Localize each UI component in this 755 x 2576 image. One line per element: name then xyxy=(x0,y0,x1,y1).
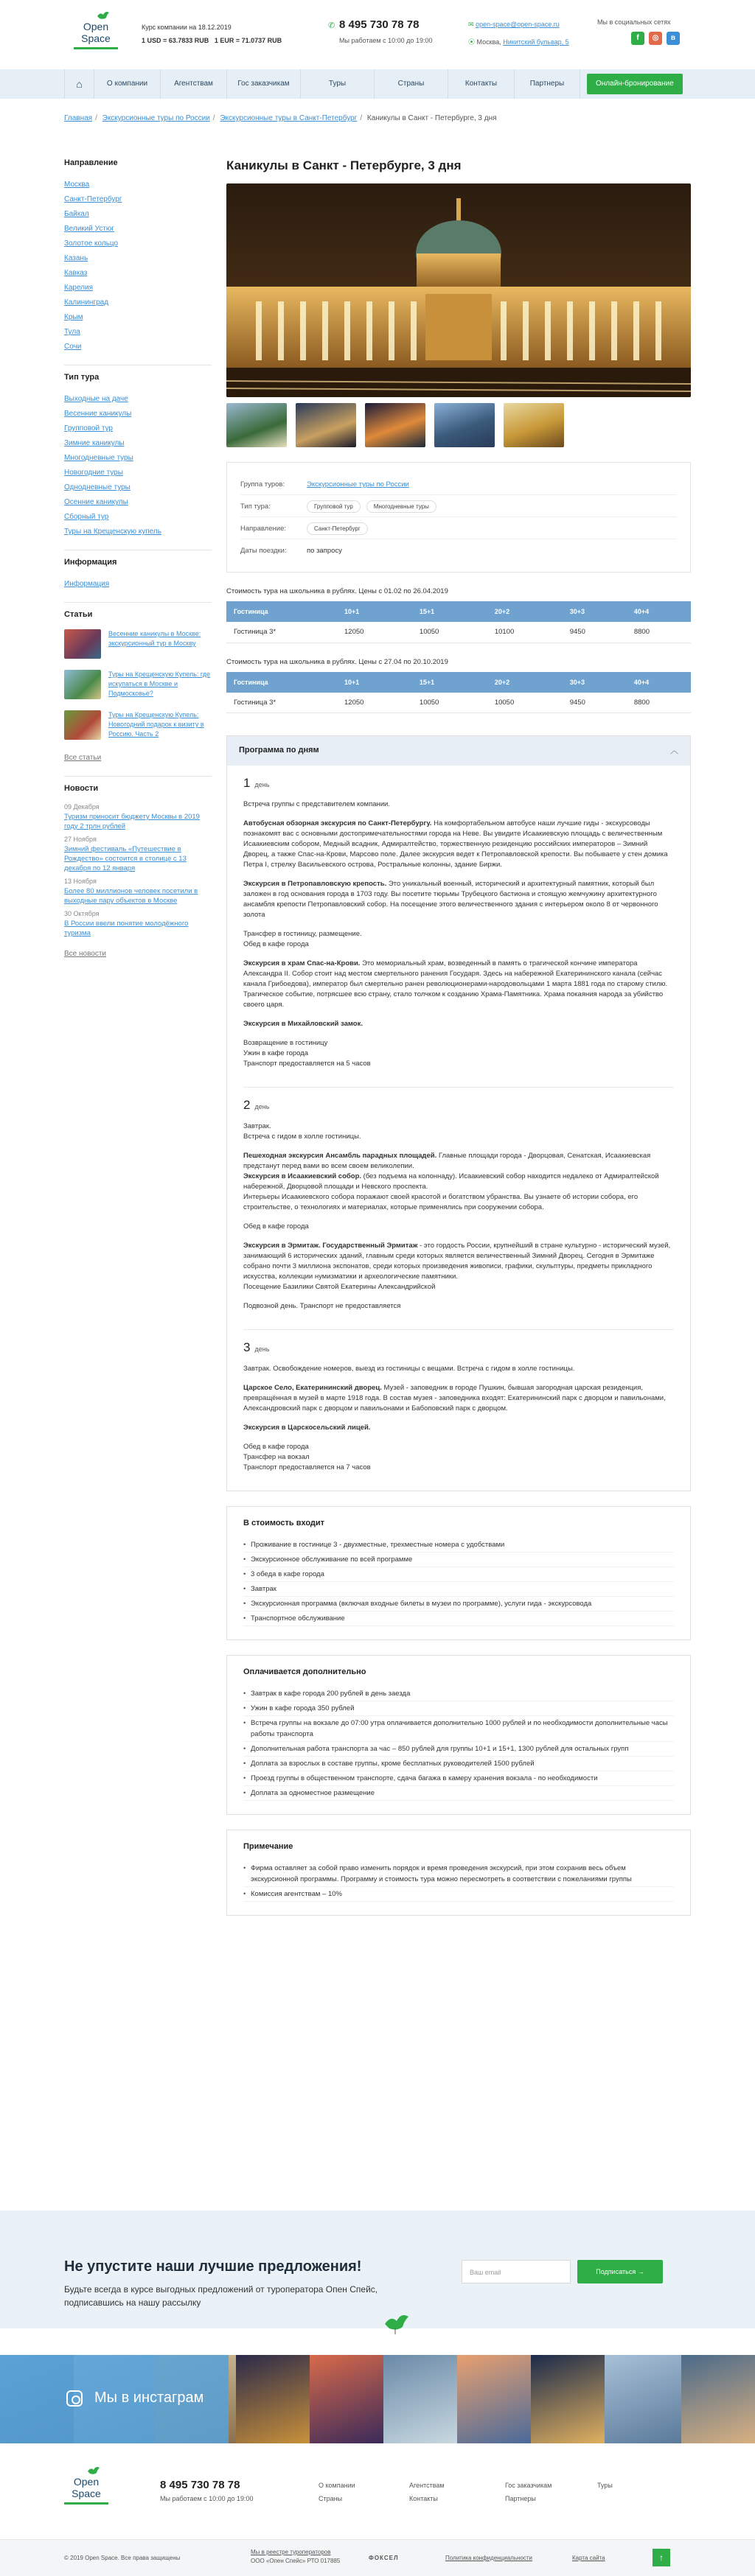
day-paragraph: Экскурсия в Эрмитаж. Государственный Эрмитаж - это гордость России, крупнейший в стране культурно - исторический музей, занимающий 6 исторических зданий, главным среди которых является величественный Зимний Дворец. Сегодня в Эрмитаже собрано почти 3 миллиона экспонатов, среди которых произведения живописи, графики, скульптуры, предметы прикладного искусства, коллекции нумизматики и археологические памятники. Посещение Базилики Святой Екатерины Александрийской xyxy=(243,1242,671,1291)
vk-icon[interactable]: в xyxy=(667,32,680,45)
price-cell: 12050 xyxy=(337,622,412,643)
article-link[interactable]: Весенние каникулы в Москве: экскурсионный тур в Москву xyxy=(108,630,201,647)
price-header: 40+4 xyxy=(627,601,691,622)
price-cell: 8800 xyxy=(627,622,691,643)
sidebar-type-link[interactable]: Осенние каникулы xyxy=(64,498,128,506)
instagram-label-text: Мы в инстаграм xyxy=(94,2390,204,2406)
sidebar-direction-link[interactable]: Крым xyxy=(64,313,83,321)
day-paragraph: Завтрак. Встреча с гидом в холле гостиницы. xyxy=(243,1122,361,1141)
sidebar-type-link[interactable]: Однодневные туры xyxy=(64,483,131,491)
included-item: • Завтрак xyxy=(243,1582,674,1597)
extra-item: • Встреча группы на вокзале до 07:00 утра оплачивается дополнительно 1000 рублей и по необходимости дополнительные часы работы транспорта xyxy=(243,1716,674,1742)
news-date: 27 Ноября xyxy=(64,836,97,843)
included-title: В стоимость входит xyxy=(243,1519,325,1527)
sidebar-news-title: Новости xyxy=(64,784,99,793)
price-header: 15+1 xyxy=(412,672,487,693)
type-chip[interactable]: Групповой тур xyxy=(307,500,361,513)
type-chip[interactable]: Многодневные туры xyxy=(366,500,436,513)
price-table-1-title: Стоимость тура на школьника в рублях. Цены с 01.02 по 26.04.2019 xyxy=(226,587,448,595)
logo-text-2: Space xyxy=(81,32,111,44)
footer-link-countries[interactable]: Страны xyxy=(319,2495,343,2502)
article-item[interactable] xyxy=(64,670,212,707)
sidebar-direction-link[interactable]: Кавказ xyxy=(64,269,88,277)
news-link[interactable]: В России ввели понятие молодёжного туризма xyxy=(64,920,189,937)
nav-partners[interactable]: Партнеры xyxy=(514,69,580,99)
news-link[interactable]: Туризм приносит бюджету Москвы в 2019 году 2 трлн рублей xyxy=(64,813,200,830)
extra-item: • Доплата за взрослых в составе группы, кроме бесплатных руководителей 1500 рублей xyxy=(243,1757,674,1771)
nav-about[interactable]: О компании xyxy=(94,69,160,99)
included-item: • Экскурсионное обслуживание по всей программе xyxy=(243,1553,674,1567)
sidebar-type-link[interactable]: Весенние каникулы xyxy=(64,410,132,418)
bird-logo-icon xyxy=(86,2465,101,2476)
sidebar-direction-link[interactable]: Санкт-Петербург xyxy=(64,195,122,203)
gallery-thumbnail[interactable] xyxy=(434,403,495,447)
hero-image[interactable] xyxy=(226,183,691,397)
dates-label: Даты поездки: xyxy=(240,547,287,555)
article-item[interactable] xyxy=(64,710,212,747)
facebook-icon[interactable]: f xyxy=(631,32,644,45)
table-row xyxy=(226,622,691,643)
instagram-icon xyxy=(66,2390,83,2407)
program-day xyxy=(243,1088,674,1330)
price-header: 10+1 xyxy=(337,601,412,622)
day-paragraph: Экскурсия в Михайловский замок. xyxy=(243,1020,363,1028)
phone-icon: ✆ xyxy=(328,21,335,30)
day-number-value: 3 xyxy=(243,1340,251,1354)
subscribe-text: Будьте всегда в курсе выгодных предложений от туроператора Опен Спейс, подписавшись на нашу рассылку xyxy=(64,2284,378,2308)
online-booking-button[interactable]: Онлайн-бронирование xyxy=(587,74,683,94)
price-cell: 9450 xyxy=(563,622,627,643)
footer-link-about[interactable]: О компании xyxy=(319,2482,355,2489)
sidebar-info-title: Информация xyxy=(64,558,117,567)
article-thumbnail xyxy=(64,710,101,740)
price-table-2-title: Стоимость тура на школьника в рублях. Цены с 27.04 по 20.10.2019 xyxy=(226,657,448,666)
included-box xyxy=(226,1506,691,1640)
news-item[interactable] xyxy=(64,836,212,873)
instagram-photo[interactable] xyxy=(310,2355,383,2443)
developer-logo[interactable]: ФОКСЕЛ xyxy=(369,2555,399,2561)
all-news-link[interactable]: Все новости xyxy=(64,950,107,958)
price-cell: Гостиница 3* xyxy=(226,693,337,713)
currency-rate xyxy=(142,21,282,47)
day-word: день xyxy=(254,1103,270,1110)
program-days xyxy=(227,766,690,1491)
price-cell: 12050 xyxy=(337,693,412,713)
subscribe-email-input[interactable]: Ваш email xyxy=(462,2260,571,2283)
article-thumbnail xyxy=(64,670,101,699)
sidebar-type-title: Тип тура xyxy=(64,373,100,382)
sidebar-direction-link[interactable]: Казань xyxy=(64,254,88,262)
address-link[interactable]: Никитский бульвар, 5 xyxy=(503,38,569,46)
header-email[interactable]: open-space@open-space.ru xyxy=(476,21,560,28)
registry-number: ООО «Опен Спейс» РТО 017885 xyxy=(251,2558,341,2564)
breadcrumb-russia[interactable]: Экскурсионные туры по России xyxy=(102,114,210,122)
footer-link-tours[interactable]: Туры xyxy=(597,2482,613,2489)
nav-tours[interactable]: Туры xyxy=(300,69,374,99)
instagram-photo[interactable] xyxy=(383,2355,457,2443)
news-item[interactable] xyxy=(64,803,212,831)
extra-item: • Проезд группы в общественном транспорте, сдача багажа в камеру хранения вокзала - по необходимости xyxy=(243,1771,674,1786)
sidebar-info-link[interactable]: Информация xyxy=(64,580,110,588)
sidebar-type-link[interactable]: Групповой тур xyxy=(64,424,113,433)
dates-value: по запросу xyxy=(307,547,342,555)
price-header: 10+1 xyxy=(337,672,412,693)
footer-bottom-bar xyxy=(0,2539,755,2576)
logo-underline xyxy=(74,47,118,49)
footer-logo[interactable] xyxy=(64,2465,108,2510)
program-header[interactable] xyxy=(227,736,690,766)
day-paragraph: Трансфер в гостиницу, размещение. Обед в кафе города xyxy=(243,930,362,948)
sidebar-type-link[interactable]: Новогодние туры xyxy=(64,469,123,477)
direction-chip[interactable]: Санкт-Петербург xyxy=(307,522,368,535)
price-header: 20+2 xyxy=(487,601,563,622)
day-word: день xyxy=(254,781,270,788)
day-paragraph: Завтрак. Освобождение номеров, выезд из гостиницы с вещами. Встреча с гидом в холле гостиницы. xyxy=(243,1365,575,1373)
news-date: 30 Октября xyxy=(64,910,100,917)
news-link[interactable]: Зимний фестиваль «Путешествие в Рождество» состоится в столице с 13 декабря по 12 января xyxy=(64,845,187,872)
news-date: 09 Декабря xyxy=(64,803,100,811)
group-label: Группа туров: xyxy=(240,480,285,489)
extra-item: • Доплата за одноместное размещение xyxy=(243,1786,674,1801)
news-item[interactable] xyxy=(64,878,212,906)
sitemap-link[interactable]: Карта сайта xyxy=(572,2555,605,2561)
table-row xyxy=(226,693,691,713)
nav-gov[interactable]: Гос заказчикам xyxy=(226,69,300,99)
program-title: Программа по дням xyxy=(239,746,319,755)
article-link[interactable]: Туры на Крещенскую Купель: где искупаться в Москве и Подмосковье? xyxy=(108,671,211,697)
logo-text-1: Open xyxy=(83,21,109,32)
price-table-2 xyxy=(226,672,691,714)
program-accordion xyxy=(226,735,691,1491)
price-header: 15+1 xyxy=(412,601,487,622)
tour-info xyxy=(226,462,691,573)
footer-link-agents[interactable]: Агентствам xyxy=(409,2482,445,2489)
price-cell: 10050 xyxy=(412,622,487,643)
price-header: 30+3 xyxy=(563,672,627,693)
gallery-thumbnail[interactable] xyxy=(504,403,564,447)
day-paragraph: Экскурсия в Петропавловскую крепость. Это уникальный военный, исторический и архитектурный памятник, который был заложен в год основания города в 1703 году. Вы посетите тюрьмы Трубецкого бастиона и стоящую жемчужину архитектурного ансамбля крепости Петропавловский собор. На посещение этого величественного здания с интерьером около 8 от червонного золота xyxy=(243,880,658,919)
news-date: 13 Ноября xyxy=(64,878,97,885)
news-link[interactable]: Более 80 миллионов человек посетили в выходные пару объектов в Москве xyxy=(64,887,198,905)
day-word: день xyxy=(254,1345,270,1353)
program-day xyxy=(243,1330,674,1491)
day-paragraph: Встреча группы с представителем компании. xyxy=(243,800,390,808)
sidebar xyxy=(64,158,212,962)
sidebar-type-link[interactable]: Сборный тур xyxy=(64,513,109,521)
sidebar-direction-link[interactable]: Сочи xyxy=(64,343,82,351)
article-link[interactable]: Туры на Крещенскую Купель: Новогодний подарок к визиту в Россию. Часть 2 xyxy=(108,711,204,738)
day-number xyxy=(243,1340,674,1355)
sidebar-type-link[interactable]: Зимние каникулы xyxy=(64,439,125,447)
page-title: Каникулы в Санкт - Петербурге, 3 дня xyxy=(226,158,462,172)
group-value-link[interactable]: Экскурсионные туры по России xyxy=(307,480,409,489)
instagram-photo[interactable] xyxy=(605,2355,681,2443)
footer-link-contacts[interactable]: Контакты xyxy=(409,2495,438,2502)
privacy-link[interactable]: Политика конфиденциальности xyxy=(445,2555,533,2561)
all-articles-link[interactable]: Все статьи xyxy=(64,754,102,762)
day-number-value: 2 xyxy=(243,1098,251,1112)
day-number xyxy=(243,1098,674,1113)
subscribe-button[interactable]: Подписаться → xyxy=(577,2260,663,2283)
price-cell: 9450 xyxy=(563,693,627,713)
breadcrumb-current: Каникулы в Санкт - Петербурге, 3 дня xyxy=(366,114,497,122)
sidebar-type-link[interactable]: Многодневные туры xyxy=(64,454,133,462)
sidebar-direction-link[interactable]: Золотое кольцо xyxy=(64,239,119,248)
footer-phone[interactable]: 8 495 730 78 78 xyxy=(160,2479,240,2491)
day-number xyxy=(243,776,674,791)
social-title: Мы в социальных сетях xyxy=(597,18,671,26)
header-phone[interactable]: 8 495 730 78 78 xyxy=(339,18,420,31)
nav-countries[interactable]: Страны xyxy=(374,69,448,99)
price-header: Гостиница xyxy=(226,601,337,622)
article-thumbnail xyxy=(64,629,101,659)
main-nav xyxy=(0,69,755,99)
extra-item: • Дополнительная работа транспорта за час – 850 рублей для группы 10+1 и 15+1, 1300 рублей для остальных групп xyxy=(243,1742,674,1757)
day-paragraph: Экскурсия в храм Спас-на-Крови. Это мемориальный храм, возведенный в память о трагической кончине императора Александра II. Собор стоит над местом смертельного ранения Государя. Здесь на набережной Екатерининского канала (сейчас канала Грибоедова), император был смертельно ранен революционерами-народовольцами 1 марта 1881 года по старому стилю. Трагическое событие, потрясшее всю страну, стало толчком к созданию Храма-Памятника. Храма покаяния народа за убийство своего царя. xyxy=(243,959,668,1009)
price-cell: 10100 xyxy=(487,622,563,643)
sidebar-direction-link[interactable]: Карелия xyxy=(64,284,94,292)
news-item[interactable] xyxy=(64,910,212,938)
included-item: • Транспортное обслуживание xyxy=(243,1611,674,1626)
nav-contacts[interactable]: Контакты xyxy=(448,69,514,99)
day-paragraph: Царское Село, Екатерининский дворец. Музей - заповедник в городе Пушкин, бывшая загородная царская резиденция, превращённая в музей в марте 1918 года. В состав музея - заповедника входят: Екатерининский парк с дворцом и павильонами, Александровский парк с дворцом и павильонами и Бабоповский парк с дворцом. xyxy=(243,1384,666,1413)
note-item: • Фирма оставляет за собой право изменить порядок и время проведения экскурсий, при этом сохранив весь объем экскурсионной программы. Программу и стоимость тура можно пересмотреть в соответствии с пожеланиями группы xyxy=(243,1861,674,1887)
day-paragraph: Автобусная обзорная экскурсия по Санкт-Петербургу. На комфортабельном автобусе наши лучшие гиды - экскурсоводы познакомят вас с основными достопримечательностями города на Неве. Вы увидите Исаакиевскую площадь с величественным Исаакиевским собором, Медный всадник, Адмиралтейство, торжественную резиденцию российских императоров – Зимний Дворец, а также Спас-на-Крови, Марсово поле. Далее экскурсия ведет к Петропавловской крепости. Вы побываете у стен домика Петра I, стрелку Васильевского острова, Ростральные колонны, здание Биржи. xyxy=(243,819,668,869)
price-cell: Гостиница 3* xyxy=(226,622,337,643)
sidebar-direction-title: Направление xyxy=(64,158,118,167)
price-cell: 10050 xyxy=(487,693,563,713)
day-paragraph: Пешеходная экскурсия Ансамбль парадных площадей. Главные площади города - Дворцовая, Сенатская, Исаакиевская предстанут перед вами во всем своем великолепии. Экскурсия в Исаакиевский собор. (без подъема на колоннаду). Исаакиевский собор находится недалеко от Адмиралтейской набережной, Дворцовой площади и Невского проспекта. Интерьеры Исаакиевского собора поражают своей красотой и богатством убранства. Вы узнаете об истории собора, его строительстве, о технологиях и материалах, которые применялись при сооружении собора. xyxy=(243,1152,659,1211)
gallery-thumbnail[interactable] xyxy=(226,403,287,447)
sidebar-direction-link[interactable]: Калининград xyxy=(64,298,109,307)
chevron-up-icon[interactable]: ︿ xyxy=(670,746,678,755)
day-paragraph: Экскурсия в Царскосельский лицей. xyxy=(243,1424,371,1432)
instagram-photo[interactable] xyxy=(236,2355,310,2443)
breadcrumb-home[interactable]: Главная xyxy=(64,114,93,122)
direction-label: Направление: xyxy=(240,525,286,533)
sidebar-type-link[interactable]: Выходные на даче xyxy=(64,395,128,403)
day-paragraph: Обед в кафе города Трансфер на вокзал Транспорт предоставляется на 7 часов xyxy=(243,1443,371,1471)
sidebar-articles-title: Статьи xyxy=(64,610,93,619)
price-header: 40+4 xyxy=(627,672,691,693)
logo-text-2: Space xyxy=(72,2488,101,2499)
instagram-label[interactable] xyxy=(0,2355,229,2443)
note-title: Примечание xyxy=(243,1842,293,1851)
instagram-strip xyxy=(0,2355,755,2443)
kazan-cathedral-image xyxy=(226,183,691,397)
gallery-thumbnail[interactable] xyxy=(296,403,356,447)
included-item: • Экскурсионная программа (включая входные билеты в музеи по программе), услуги гида - экскурсовода xyxy=(243,1597,674,1611)
instagram-photo[interactable] xyxy=(681,2355,755,2443)
footer-link-partners[interactable]: Партнеры xyxy=(505,2495,536,2502)
included-item: • 3 обеда в кафе города xyxy=(243,1567,674,1582)
instagram-photo[interactable] xyxy=(531,2355,605,2443)
nav-home-icon[interactable]: ⌂ xyxy=(64,69,94,99)
address-city: Москва, xyxy=(476,38,501,46)
nav-agents[interactable]: Агентствам xyxy=(160,69,226,99)
registry-link[interactable]: Мы в реестре туроператоров xyxy=(251,2549,331,2555)
sidebar-type-link[interactable]: Туры на Крещенскую купель xyxy=(64,528,161,536)
sidebar-direction-link[interactable]: Москва xyxy=(64,181,90,189)
bird-decor-icon xyxy=(382,2312,411,2334)
copyright: © 2019 Open Space. Все права защищены xyxy=(64,2555,181,2561)
price-header: 20+2 xyxy=(487,672,563,693)
price-header: Гостиница xyxy=(226,672,337,693)
rate-date: Курс компании на 18.12.2019 xyxy=(142,24,232,31)
footer-hours: Мы работаем с 10:00 до 19:00 xyxy=(160,2495,254,2502)
price-header: 30+3 xyxy=(563,601,627,622)
gallery-thumbnail[interactable] xyxy=(365,403,425,447)
day-paragraph: Возвращение в гостиницу Ужин в кафе города Транспорт предоставляется на 5 часов xyxy=(243,1039,371,1068)
note-box xyxy=(226,1830,691,1916)
thumbnail-gallery xyxy=(226,403,691,447)
mail-icon: ✉ xyxy=(468,21,474,28)
day-paragraph: Подвозной день. Транспорт не предоставляется xyxy=(243,1302,401,1310)
logo-underline xyxy=(64,2502,108,2505)
extra-box xyxy=(226,1655,691,1815)
extra-item: • Завтрак в кафе города 200 рублей в день заезда xyxy=(243,1687,674,1701)
logo-text-1: Open xyxy=(73,2476,100,2488)
sidebar-direction-link[interactable]: Великий Устюг xyxy=(64,225,115,233)
sidebar-direction-link[interactable]: Тула xyxy=(64,328,80,336)
subscribe-section xyxy=(0,2211,755,2328)
location-icon: ⦿ xyxy=(468,38,476,46)
subscribe-title: Не упустите наши лучшие предложения! xyxy=(64,2258,362,2275)
day-paragraph: Обед в кафе города xyxy=(243,1222,309,1231)
extra-title: Оплачивается дополнительно xyxy=(243,1667,366,1676)
bird-logo-icon xyxy=(96,10,111,21)
program-day xyxy=(243,766,674,1088)
day-number-value: 1 xyxy=(243,776,251,790)
site-header xyxy=(0,0,755,69)
price-cell: 10050 xyxy=(412,693,487,713)
note-item: • Комиссия агентствам – 10% xyxy=(243,1887,674,1902)
included-item: • Проживание в гостинице 3 - двухместные, трехместные номера с удобствами xyxy=(243,1538,674,1553)
header-hours: Мы работаем с 10:00 до 19:00 xyxy=(339,37,433,44)
price-cell: 8800 xyxy=(627,693,691,713)
footer xyxy=(0,2443,755,2539)
rate-eur: 1 EUR = 71.0737 RUB xyxy=(214,37,282,44)
breadcrumb-spb[interactable]: Экскурсионные туры в Санкт-Петербург xyxy=(220,114,358,122)
type-label: Тип тура: xyxy=(240,503,271,511)
article-item[interactable] xyxy=(64,629,212,666)
main-content xyxy=(226,158,691,1916)
footer-link-gov[interactable]: Гос заказчикам xyxy=(505,2482,552,2489)
breadcrumb: Главная / Экскурсионные туры по России / Экскурсионные туры в Санкт-Петербург / Каникулы в Санкт - Петербурге, 3 дня xyxy=(64,114,497,122)
sidebar-direction-link[interactable]: Байкал xyxy=(64,210,89,218)
instagram-icon[interactable]: ◎ xyxy=(649,32,662,45)
extra-item: • Ужин в кафе города 350 рублей xyxy=(243,1701,674,1716)
scroll-top-button[interactable]: ↑ xyxy=(653,2549,670,2566)
rate-usd: 1 USD = 63.7833 RUB xyxy=(142,37,209,44)
instagram-photo[interactable] xyxy=(457,2355,531,2443)
price-table-1 xyxy=(226,601,691,643)
site-logo[interactable] xyxy=(74,10,118,55)
